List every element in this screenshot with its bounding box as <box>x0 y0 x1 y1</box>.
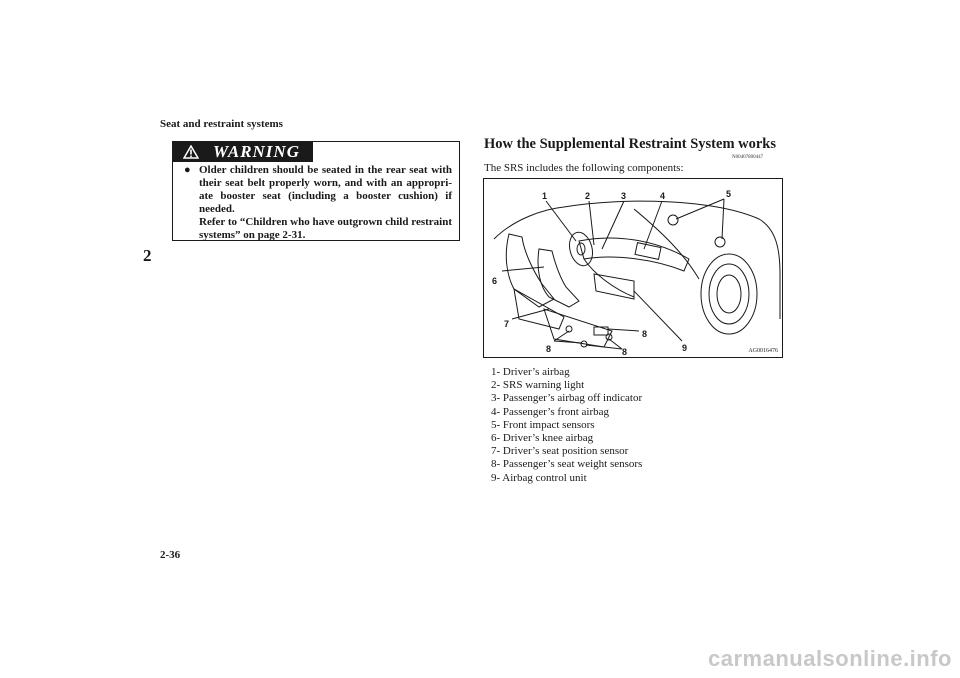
section-code: N00407800447 <box>732 155 764 160</box>
warning-header <box>173 142 313 162</box>
callout-8a: 8 <box>546 344 552 354</box>
callout-4: 4 <box>660 191 666 201</box>
warning-reference: Refer to “Children who have outgrown child restraint systems” on page 2-31. <box>199 216 452 241</box>
running-header: Seat and restraint systems <box>160 118 283 130</box>
srs-components-illustration <box>484 179 782 357</box>
list-item: 7- Driver’s seat position sensor <box>491 445 629 458</box>
list-item: 8- Passenger’s seat weight sensors <box>491 458 643 471</box>
list-item: 2- SRS warning light <box>491 379 585 392</box>
warning-triangle-icon <box>183 145 199 164</box>
callout-1: 1 <box>542 191 548 201</box>
warning-text: Older children should be seated in the rear seat with their seat belt properly worn, and with an appropri-ate booster seat (including a booster cushion) if needed. <box>199 164 452 215</box>
callout-3: 3 <box>621 191 627 201</box>
chapter-tab: 2 <box>143 246 152 265</box>
figure-code: AG0016476 <box>748 348 778 354</box>
callout-9: 9 <box>682 343 688 353</box>
watermark: carmanualsonline.info <box>708 646 952 671</box>
bullet-icon: ● <box>184 164 191 176</box>
callout-2: 2 <box>585 191 591 201</box>
list-item: 3- Passenger’s airbag off indicator <box>491 392 643 405</box>
list-item: 9- Airbag control unit <box>491 471 587 484</box>
warning-box <box>172 141 460 241</box>
list-item: 1- Driver’s airbag <box>491 366 570 378</box>
callout-8b: 8 <box>622 347 628 357</box>
list-item: 5- Front impact sensors <box>491 418 595 431</box>
callout-5: 5 <box>726 189 732 199</box>
warning-title: WARNING <box>213 142 300 161</box>
list-item: 6- Driver’s knee airbag <box>491 432 594 445</box>
section-intro: The SRS includes the following components: <box>484 162 684 174</box>
callout-6: 6 <box>492 276 498 286</box>
callout-8c: 8 <box>642 329 648 339</box>
section-title: How the Supplemental Restraint System works <box>484 136 777 152</box>
page-number: 2-36 <box>160 549 181 561</box>
list-item: 4- Passenger’s front airbag <box>491 405 610 418</box>
components-list <box>491 366 642 485</box>
srs-diagram <box>483 178 783 358</box>
callout-7: 7 <box>504 319 510 329</box>
warning-body <box>184 164 452 242</box>
